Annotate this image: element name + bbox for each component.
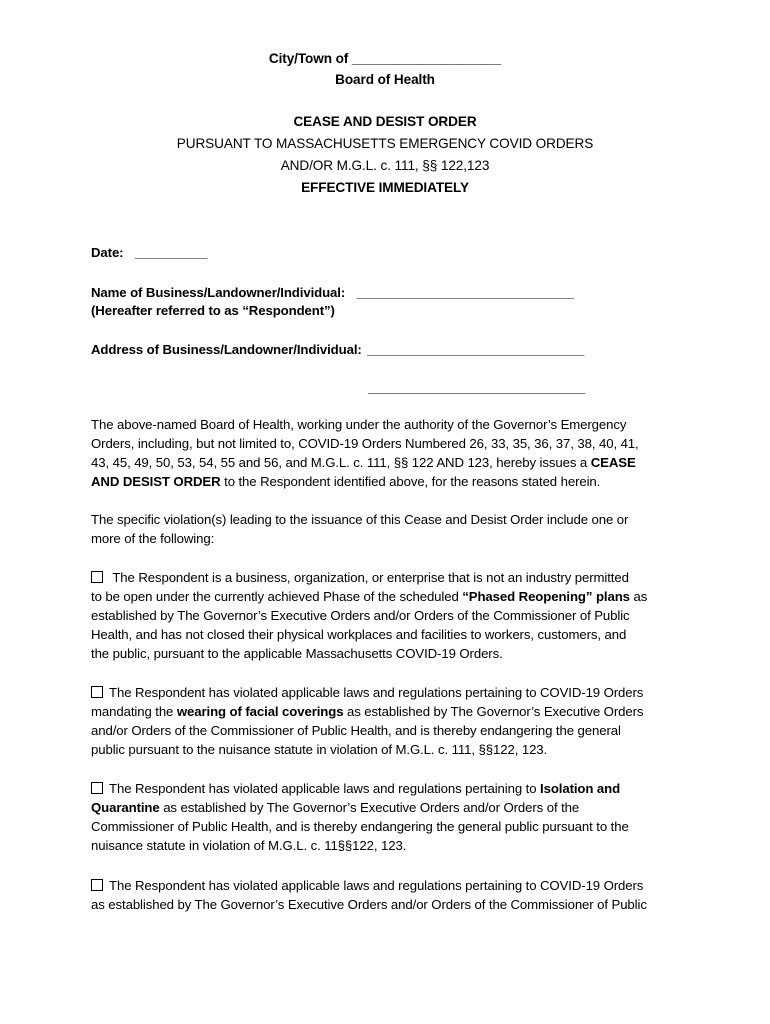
violation-1-line-1	[91, 568, 629, 587]
effective-immediately: EFFECTIVE IMMEDIATELY	[301, 180, 469, 195]
violation-4-line-1	[91, 876, 643, 895]
pursuant-line: PURSUANT TO MASSACHUSETTS EMERGENCY COVID ORDERS	[176, 136, 594, 151]
order-title: CEASE AND DESIST ORDER	[293, 114, 477, 129]
bold-span: Quarantine	[91, 800, 160, 815]
violation-1-line-4: Health, and has not closed their physical workplaces and facilities to workers, customers, and	[91, 627, 627, 642]
name-label: Name of Business/Landowner/Individual:	[91, 285, 346, 300]
violation-2-checkbox[interactable]	[91, 686, 103, 698]
date-label: Date:	[91, 245, 124, 260]
bold-span: Isolation and	[540, 781, 621, 796]
bold-span: CEASE	[590, 455, 636, 470]
paragraph-1-line-2: Orders, including, but not limited to, COVID-19 Orders Numbered 26, 33, 35, 36, 37, 38, 40, 41,	[91, 436, 639, 451]
text-span: as established by The Governor’s Executive Orders	[343, 704, 644, 719]
text-span: The Respondent has violated applicable laws and regulations pertaining to COVID-19 Orders	[109, 685, 644, 700]
mgl-line: AND/OR M.G.L. c. 111, §§ 122,123	[280, 158, 490, 173]
name-blank[interactable]: ______________________________	[356, 285, 574, 300]
violation-3-line-4: nuisance statute in violation of M.G.L. c. 11§§122, 123.	[91, 838, 407, 853]
text-span: mandating the	[91, 704, 177, 719]
board-of-health: Board of Health	[335, 72, 435, 87]
paragraph-1-line-3	[91, 453, 636, 472]
text-span: The Respondent is a business, organization, or enterprise that is not an industry permitted	[109, 570, 629, 585]
violation-1-line-3: established by The Governor’s Executive Orders and/or Orders of the Commissioner of Public	[91, 608, 630, 623]
address-blank[interactable]: ______________________________	[367, 342, 585, 357]
address-blank-second[interactable]: ______________________________	[368, 380, 586, 395]
date-blank[interactable]: __________	[135, 245, 208, 260]
text-span: The Respondent has violated applicable laws and regulations pertaining to	[109, 781, 541, 796]
address-field	[91, 340, 584, 359]
violation-4-checkbox[interactable]	[91, 879, 103, 891]
text-span: to be open under the currently achieved Phase of the scheduled	[91, 589, 463, 604]
text-span: The Respondent has violated applicable laws and regulations pertaining to COVID-19 Orders	[109, 878, 644, 893]
text-span: as	[629, 589, 648, 604]
paragraph-1-line-4	[91, 472, 600, 491]
violation-2-line-2	[91, 702, 643, 721]
name-field	[91, 283, 574, 302]
bold-span: wearing of facial coverings	[176, 704, 344, 719]
paragraph-2-line-1: The specific violation(s) leading to the issuance of this Cease and Desist Order include one or	[91, 512, 629, 527]
violation-1-line-5: the public, pursuant to the applicable Massachusetts COVID-19 Orders.	[91, 646, 503, 661]
text-span: 43, 45, 49, 50, 53, 54, 55 and 56, and M.G.L. c. 111, §§ 122 AND 123, hereby issues a	[91, 455, 591, 470]
city-town-line: City/Town of ____________________	[268, 51, 502, 66]
violation-2-line-3: and/or Orders of the Commissioner of Public Health, and is thereby endangering the general	[91, 723, 621, 738]
violation-3-checkbox[interactable]	[91, 782, 103, 794]
date-field	[91, 243, 207, 262]
violation-1-checkbox[interactable]	[91, 571, 103, 583]
bold-span: “Phased Reopening” plans	[462, 589, 630, 604]
text-span: to the Respondent identified above, for the reasons stated herein.	[220, 474, 601, 489]
paragraph-2-line-2: more of the following:	[91, 531, 215, 546]
violation-3-line-2	[91, 798, 579, 817]
violation-2-line-4: public pursuant to the nuisance statute in violation of M.G.L. c. 111, §§122, 123.	[91, 742, 548, 757]
violation-2-line-1	[91, 683, 643, 702]
violation-1-line-2	[91, 587, 647, 606]
address-label: Address of Business/Landowner/Individual:	[91, 342, 362, 357]
violation-3-line-1	[91, 779, 620, 798]
text-span: as established by The Governor’s Executive Orders and/or Orders of the	[159, 800, 580, 815]
respondent-note: (Hereafter referred to as “Respondent”)	[91, 303, 335, 318]
paragraph-1-line-1: The above-named Board of Health, working under the authority of the Governor’s Emergency	[91, 417, 627, 432]
violation-4-line-2: as established by The Governor’s Executive Orders and/or Orders of the Commissioner of Public	[91, 897, 647, 912]
bold-span: AND DESIST ORDER	[91, 474, 221, 489]
violation-3-line-3: Commissioner of Public Health, and is thereby endangering the general public pursuant to the	[91, 819, 629, 834]
